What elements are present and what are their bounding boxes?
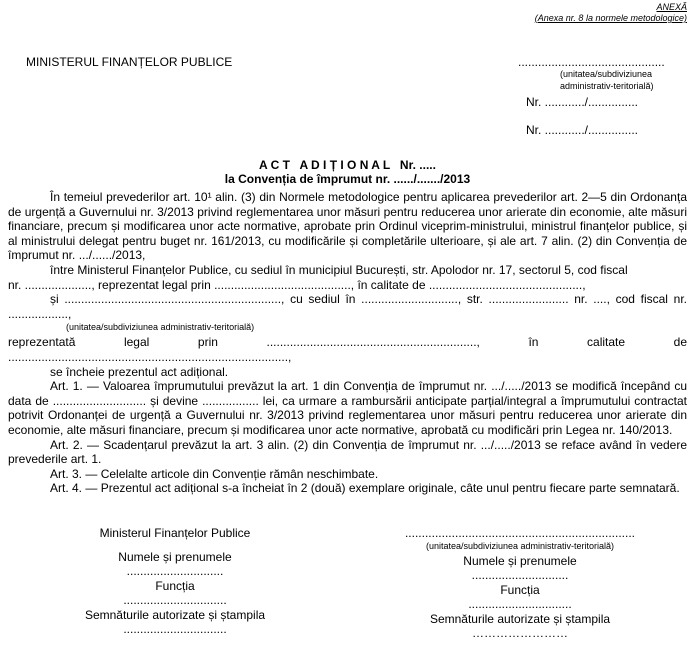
right-party-label: (unitatea/subdiviziunea administrativ-teritorială) [425,540,615,551]
act-title: A C T A D I Ț I O N A L Nr. ..... [259,158,436,172]
right-name-label: Numele și prenumele [463,553,577,568]
left-party-name: Ministerul Finanțelor Publice [99,526,251,540]
signature-right [390,526,650,641]
right-function-label: Funcția [500,582,540,597]
article-3-text: Celelalte articole din Convenție rămân neschimbate. [100,466,379,481]
article-1-label: Art. 1. — [50,379,99,394]
left-function-dots: ............................... [123,593,227,607]
right-name-dots: ............................. [471,568,569,582]
annex-title: ANEXĂ [656,2,687,12]
right-party-dots: ..................................................................... [404,526,636,540]
left-sign-label: Semnăturile autorizate și ștampila [84,607,266,622]
party-1-line-2: nr. ...................., reprezentat legal prin ........................................., în calitate de .............................................., [8,277,586,292]
article-2-text: Scadențarul prevăzut la art. 3 alin. (2) din Convenția de împrumut nr. .../...../2013 se reface având în vedere prevederile art. 1. [8,437,687,467]
unit-label-1: (unitatea/subdiviziunea [560,69,653,79]
right-sign-dots: …………………… [472,626,568,640]
article-4 [8,481,687,496]
ministry-name: MINISTERUL FINANȚELOR PUBLICE [26,55,233,69]
unit-label-2: administrativ-teritorială) [560,81,654,91]
unit-dots: ............................................ [518,55,665,69]
preamble-paragraph: În temeiul prevederilor art. 10¹ alin. (3) din Normele metodologice pentru aplicarea prevederilor art. 2—5 din Ordonanța de urgență a Guvernului nr. 3/2013 privind reglementarea unor măsuri pentru reducerea unor arierate din economie, alte măsuri financiare, precum și modificarea unor acte normative, aprobate prin Ordinul viceprim-ministrului, ministrul finanțelor publice, și al ministrului delegat pentru buget nr. 161/2013, cu modificările și completările ulterioare, și ale art. 7 alin. (2) din Convenția de împrumut nr. .../....../2013, [8,190,687,263]
conclusion-line: se încheie prezentul act adițional. [50,364,229,379]
nr-field-2: Nr. ............/............... [526,123,639,137]
article-2-label: Art. 2. — [50,437,100,452]
article-2 [8,438,687,467]
article-4-text: Prezentul act adițional s-a încheiat în 2 (două) exemplare originale, câte unul pentru fiecare parte semnatară. [100,481,680,496]
act-subtitle: la Convenția de împrumut nr. ....../......./2013 [224,172,471,186]
article-4-label: Art. 4. — [50,481,98,496]
signature-left [45,526,305,637]
article-1-text: Valoarea împrumutului prevăzut la art. 1 din Convenția de împrumut nr. .../...../2013 se modifică începând cu data de ............................ și devine ................. lei, ca urmare a rambursării anticipate parțial/integral a împrumutului contractat potrivit Ordonanței de urgență a Guvernului nr. 3/2013 privind reglementarea unor măsuri pentru reducerea unor arierate din economie, alte măsuri financiare, precum și modificarea unor acte normative, aprobată cu modificări prin Legea nr. 140/2013. [8,379,688,437]
left-function-label: Funcția [155,578,195,593]
party-1-line-1: între Ministerul Finanțelor Publice, cu sediul în municipiul București, str. Apolodor nr. 17, sectorul 5, cod fiscal [50,262,628,277]
article-3-label: Art. 3. — [50,466,98,481]
article-3 [8,467,687,482]
document-body [8,190,687,496]
annex-subtitle: (Anexa nr. 8 la normele metodologice) [534,13,687,23]
party-2-unit-label: (unitatea/subdiviziunea administrativ-teritorială) [66,322,255,333]
nr-field-1: Nr. ............/............... [526,95,639,109]
left-name-label: Numele și prenumele [118,549,232,564]
right-function-dots: ............................... [468,597,572,611]
party-2-line-1: și ................................................................., cu sediul în ............................., str. ........................ nr. ...., cod fiscal nr. .................., [8,292,687,321]
left-name-dots: ............................. [126,564,224,578]
party-2-line-2: reprezentată legal prin ..............................................................., în calitate de ...................................................................................., [8,335,687,364]
right-sign-label: Semnăturile autorizate și ștampila [429,611,611,626]
left-sign-dots: ............................... [123,622,227,636]
article-1 [8,379,687,437]
